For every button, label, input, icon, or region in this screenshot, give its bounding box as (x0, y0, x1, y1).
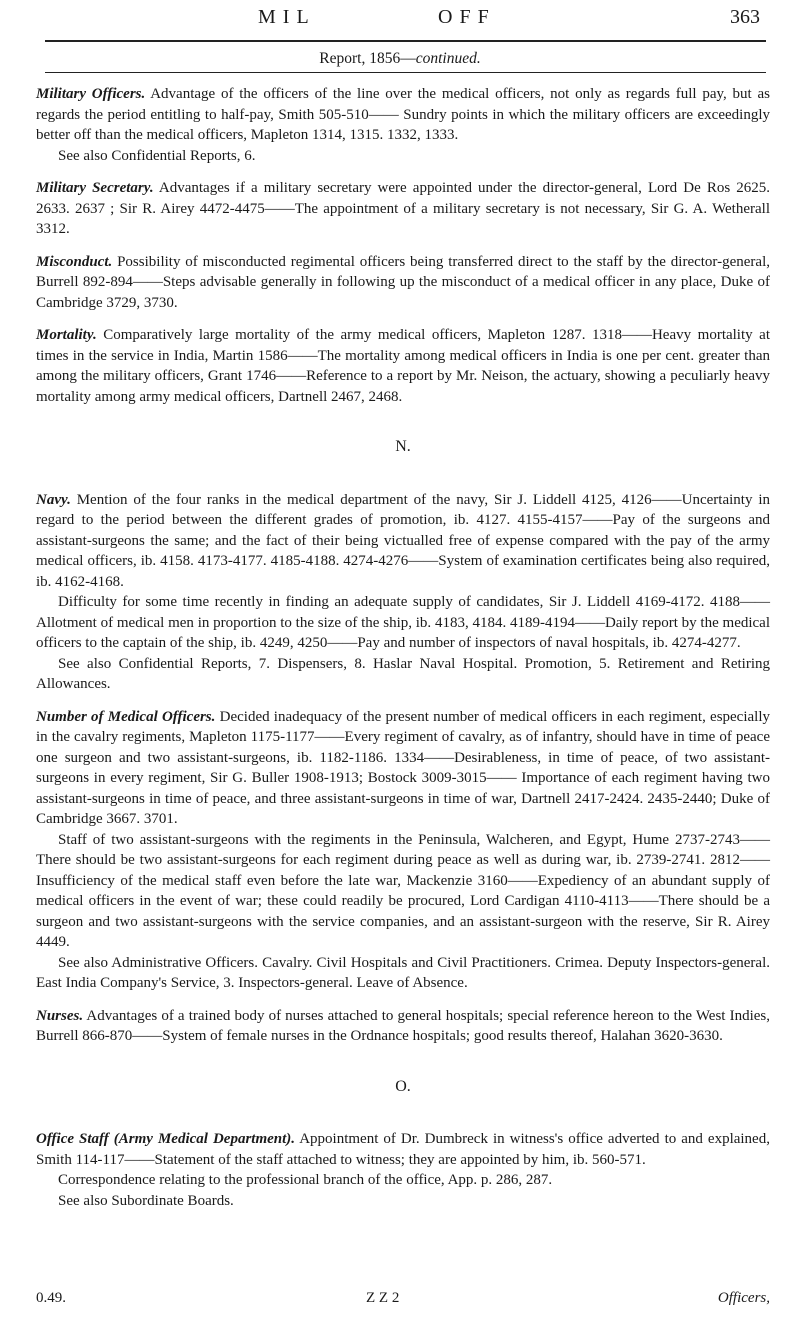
entry-paragraph (36, 84, 770, 146)
entry-text: Comparatively large mortality of the army medical officers, Mapleton 1287. 1318——Heavy mortality at times in the service in India, Martin 1586——The mortality among medical officers in India is one per cent. greater than among the military officers, Grant 1746——Reference to a report by Mr. Neison, the actuary, showing a peculiarly heavy mortality among army medical officers, Dartnell 2467, 2468. (36, 327, 770, 405)
index-entry (36, 252, 770, 314)
entry-paragraph (36, 1006, 770, 1047)
section-heading-o: O. (395, 1077, 411, 1095)
entry-text: Advantages of a trained body of nurses attached to general hospitals; special reference hereon to the West Indies, Burrell 866-870——System of female nurses in the Ordnance hospitals; good results thereof, Halahan 3620-3630. (36, 1007, 770, 1044)
entry-paragraph (36, 830, 770, 953)
index-entry (36, 1129, 770, 1211)
index-entry (36, 325, 770, 407)
header-rule (45, 40, 766, 42)
index-entry (36, 84, 770, 166)
entry-text: Advantages if a military secretary were appointed under the director-general, Lord De Ros 2625. 2633. 2637 ; Sir R. Airey 4472-4475——The appointment of a military secretary is not necessary, Sir G. A. Wetherall 3312. (36, 180, 770, 237)
entry-paragraph (36, 178, 770, 240)
entry-term: Military Officers. (36, 86, 146, 102)
index-entry (36, 1006, 770, 1047)
entry-paragraph (36, 146, 770, 167)
entry-paragraph (36, 252, 770, 314)
entry-paragraph (36, 1170, 770, 1191)
entry-text: Appointment of Dr. Dumbreck in witness's office adverted to and explained, Smith 114-117——Statement of the staff attached to witness; they are appointed by him, ib. 560-571. (36, 1131, 770, 1168)
entry-term: Office Staff (Army Medical Department). (36, 1131, 296, 1147)
entry-paragraph (36, 490, 770, 593)
subheader (0, 50, 800, 68)
page-footer (36, 1290, 770, 1312)
entry-term: Number of Medical Officers. (36, 708, 216, 725)
entry-text: See also Confidential Reports, 7. Dispensers, 8. Haslar Naval Hospital. Promotion, 5. Retirement and Retiring Allowances. (36, 655, 770, 692)
footer-signature: Z Z 2 (366, 1290, 400, 1306)
entry-paragraph (36, 1129, 770, 1170)
entry-term: Navy. (36, 491, 71, 508)
entry-text: Staff of two assistant-surgeons with the regiments in the Peninsula, Walcheren, and Egypt, Hume 2737-2743——There should be two assistant-surgeons for each regiment during peace as well as during war, ib. 2739-2741. 2812——Insufficiency of the medical staff even before the late war, Mackenzie 3160——Expediency of an abundant supply of medical officers in the event of war; these could readily be procured, Lord Cardigan 4110-4113——There should be a surgeon and two assistant-surgeons with the service companies, and an assistant-surgeon with the reserve, Sir R. Airey 4449. (36, 831, 770, 950)
header-middle: OFF (438, 6, 496, 28)
entry-paragraph (36, 953, 770, 994)
subheader-italic: continued. (415, 50, 481, 67)
entries-n (36, 490, 770, 1047)
section-heading-n: N. (395, 438, 411, 455)
entry-paragraph (36, 1191, 770, 1212)
entry-text: Possibility of misconducted regimental officers being transferred direct to the staff by the director-general, Burrell 892-894——Steps advisable generally in following up the misconduct of a medical officer in any place, Duke of Cambridge 3729, 3730. (36, 253, 771, 311)
entry-paragraph (36, 325, 770, 407)
entry-text: See also Administrative Officers. Cavalry. Civil Hospitals and Civil Practitioners. Crimea. Deputy Inspectors-general. East India Company's Service, 3. Inspectors-general. Leave of Absence. (36, 954, 770, 991)
entry-paragraph (36, 592, 770, 654)
entry-text: Advantage of the officers of the line over the medical officers, not only as regards full pay, but as regards the period entitling to half-pay, Smith 505-510—— Sundry points in which the military officers are exceedingly better off than the medical officers, Mapleton 1314, 1315. 1332, 1333. (36, 86, 770, 143)
running-head (40, 6, 760, 36)
entry-paragraph (36, 654, 770, 695)
index-entry (36, 490, 770, 695)
entry-paragraph (36, 707, 770, 830)
header-left: MIL (258, 6, 316, 28)
entries-o (36, 1129, 770, 1211)
footer-left: 0.49. (36, 1290, 66, 1306)
index-entry (36, 178, 770, 240)
entry-text: Correspondence relating to the professional branch of the office, App. p. 286, 287. (58, 1172, 553, 1188)
entry-term: Misconduct. (36, 253, 113, 270)
entry-term: Mortality. (36, 327, 97, 343)
entries-m (36, 84, 770, 407)
entry-term: Nurses. (36, 1007, 84, 1024)
index-entry (36, 707, 770, 994)
index-content (36, 84, 770, 1223)
entry-text: Difficulty for some time recently in finding an adequate supply of candidates, Sir J. Liddell 4169-4172. 4188——Allotment of medical men in proportion to the size of the ship, ib. 4183, 4184. 4189-4194——Daily report by the medical officers to the captain of the ship, ib. 4249, 4250——Pay and number of inspectors of naval hospitals, ib. 4274-4277. (36, 594, 770, 651)
page-number: 363 (730, 6, 760, 28)
entry-text: See also Subordinate Boards. (58, 1192, 234, 1209)
entry-text: Decided inadequacy of the present number of medical officers in each regiment, especially in the cavalry regiments, Mapleton 1175-1177——Every regiment of cavalry, as of infantry, should have in time of peace one surgeon and two assistant-surgeons, ib. 1182-1186. 1334——Desirableness, in time of peace, of two assistant-surgeons in every regiment, Sir G. Buller 1908-1913; Bostock 3009-3015—— Importance of each regiment having two assistant-surgeons in time of peace, and three assistant-surgeons in time of war, Dartnell 2417-2424. 2435-2440; Duke of Cambridge 3667. 3701. (36, 708, 771, 827)
subheader-rule (45, 72, 766, 73)
entry-term: Military Secretary. (36, 180, 154, 196)
entry-text: Mention of the four ranks in the medical department of the navy, Sir J. Liddell 4125, 4126——Uncertainty in regard to the period between the different grades of promotion, ib. 4127. 4155-4157——Pay of the surgeons and assistant-surgeons the same; and the fact of their being victualled free of expense compared with the pay of the army medical officers, ib. 4158. 4173-4177. 4185-4188. 4274-4276——System of examination certificates being also required, ib. 4162-4168. (36, 491, 770, 590)
entry-text: See also Confidential Reports, 6. (58, 147, 256, 164)
footer-catchword: Officers, (717, 1290, 770, 1306)
subheader-text: Report, 1856— (319, 50, 416, 67)
